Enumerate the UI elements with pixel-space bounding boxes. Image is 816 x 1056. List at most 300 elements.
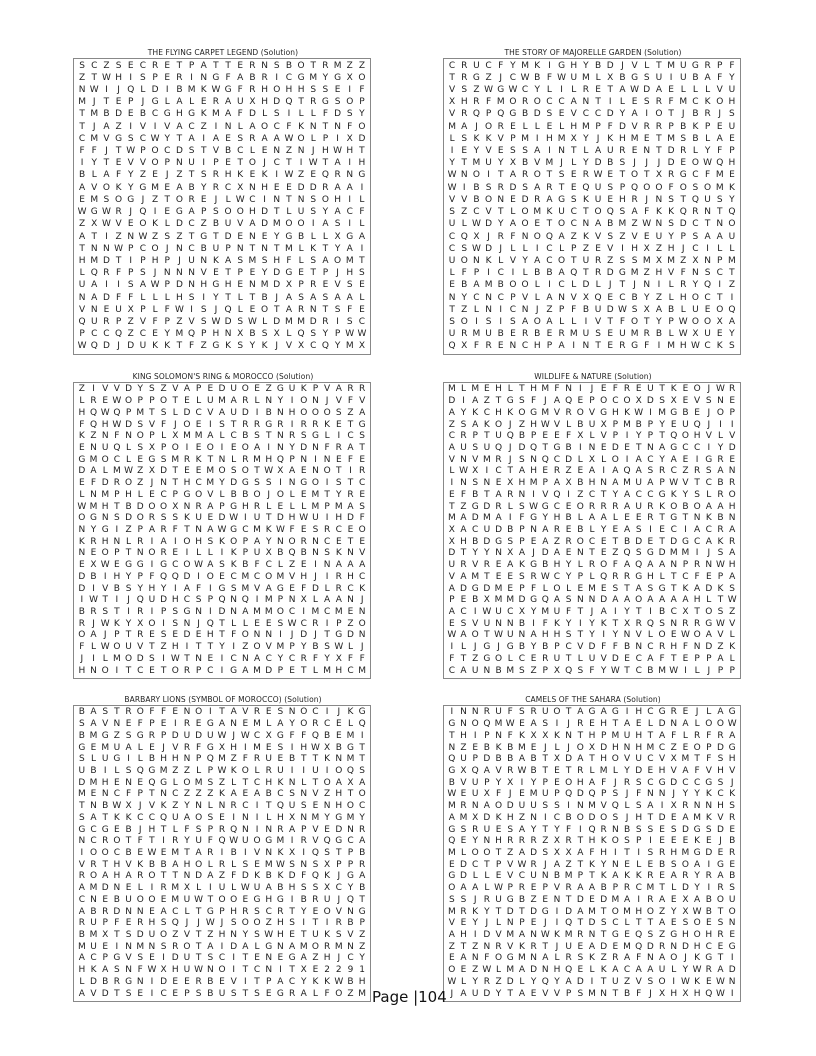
- page-number: Page |104: [372, 988, 447, 1006]
- grid-cell: P: [659, 478, 665, 489]
- grid-cell: R: [521, 170, 529, 181]
- grid-cell: W: [89, 595, 98, 606]
- grid-cell: A: [359, 560, 366, 571]
- grid-cell: E: [137, 988, 144, 999]
- grid-cell: W: [505, 719, 515, 730]
- grid-cell: P: [668, 121, 674, 132]
- grid-cell: T: [103, 97, 110, 108]
- grid-cell: P: [542, 883, 548, 894]
- grid-cell: A: [495, 489, 502, 500]
- grid-cell: R: [137, 630, 144, 641]
- grid-cell: D: [347, 630, 354, 641]
- grid-cell: R: [530, 707, 537, 718]
- grid-cell: A: [334, 158, 341, 169]
- grid-cell: S: [359, 501, 366, 512]
- grid-cell: P: [473, 268, 480, 279]
- grid-cell: O: [693, 742, 701, 753]
- grid-cell: W: [247, 316, 257, 327]
- grid-cell: N: [265, 824, 273, 835]
- grid-cell: S: [137, 953, 144, 964]
- grid-cell: H: [679, 341, 687, 352]
- grid-cell: S: [558, 170, 565, 181]
- grid-cell: M: [112, 653, 121, 664]
- grid-cell: L: [624, 918, 630, 929]
- grid-cell: P: [140, 255, 146, 266]
- grid-cell: E: [495, 871, 502, 882]
- grid-cell: D: [582, 280, 590, 291]
- grid-cell: M: [311, 489, 320, 500]
- grid-cell: B: [507, 742, 514, 753]
- grid-cell: S: [729, 109, 735, 120]
- grid-cell: S: [230, 466, 237, 477]
- grid-cell: T: [595, 341, 601, 352]
- grid-cell: K: [125, 812, 132, 823]
- grid-cell: R: [322, 182, 329, 193]
- grid-cell: S: [237, 255, 244, 266]
- grid-cell: E: [612, 941, 619, 952]
- grid-cell: U: [183, 953, 191, 964]
- grid-cell: H: [635, 742, 643, 753]
- grid-cell: M: [482, 454, 491, 465]
- grid-cell: X: [324, 742, 331, 753]
- grid-cell: Z: [358, 60, 365, 71]
- grid-cell: V: [125, 953, 132, 964]
- grid-cell: S: [322, 85, 329, 95]
- grid-cell: N: [136, 548, 144, 559]
- grid-cell: Z: [324, 789, 331, 800]
- grid-cell: S: [729, 801, 736, 812]
- grid-cell: L: [262, 316, 268, 327]
- puzzle-title: CAMELS OF THE SAHARA (Solution): [525, 695, 661, 704]
- grid-cell: U: [265, 754, 272, 765]
- grid-cell: A: [521, 316, 529, 327]
- grid-cell: L: [668, 280, 674, 291]
- grid-cell: F: [79, 146, 85, 157]
- grid-cell: Y: [359, 953, 365, 964]
- grid-cell: L: [507, 653, 513, 664]
- grid-cell: V: [335, 396, 342, 407]
- grid-cell: S: [312, 883, 319, 894]
- grid-cell: S: [195, 595, 202, 606]
- grid-cell: N: [582, 341, 590, 352]
- grid-cell: M: [447, 513, 456, 524]
- grid-cell: J: [543, 742, 547, 753]
- grid-cell: W: [680, 976, 690, 987]
- grid-cell: F: [694, 571, 700, 582]
- grid-cell: I: [578, 824, 582, 835]
- grid-cell: U: [312, 765, 319, 776]
- grid-cell: K: [200, 109, 207, 120]
- grid-cell: M: [264, 859, 273, 870]
- grid-cell: K: [277, 847, 284, 858]
- grid-cell: A: [335, 595, 342, 606]
- grid-cell: T: [242, 965, 249, 976]
- grid-cell: L: [266, 812, 272, 823]
- grid-cell: G: [230, 501, 238, 512]
- grid-cell: L: [694, 665, 700, 676]
- grid-cell: E: [335, 454, 342, 465]
- grid-cell: C: [448, 665, 455, 676]
- grid-cell: U: [288, 801, 296, 812]
- grid-cell: H: [553, 630, 561, 641]
- grid-cell: W: [471, 219, 481, 230]
- grid-cell: B: [90, 906, 97, 917]
- grid-cell: C: [300, 618, 307, 629]
- grid-cell: N: [265, 847, 273, 858]
- grid-cell: Z: [265, 384, 272, 395]
- grid-cell: R: [655, 121, 663, 132]
- grid-cell: T: [125, 836, 132, 847]
- grid-cell: T: [577, 859, 584, 870]
- grid-cell: W: [494, 883, 503, 894]
- grid-cell: Z: [472, 653, 479, 664]
- grid-cell: E: [335, 730, 342, 741]
- grid-cell: E: [670, 836, 677, 847]
- grid-cell: O: [171, 442, 179, 453]
- grid-cell: U: [471, 789, 479, 800]
- grid-cell: G: [506, 953, 514, 964]
- grid-cell: I: [190, 304, 193, 315]
- grid-cell: P: [647, 431, 654, 442]
- grid-cell: G: [693, 824, 701, 835]
- grid-cell: I: [173, 583, 177, 594]
- grid-cell: C: [188, 219, 195, 230]
- grid-cell: H: [460, 97, 468, 108]
- grid-cell: M: [309, 72, 318, 83]
- grid-cell: N: [78, 524, 86, 535]
- grid-cell: N: [103, 243, 110, 254]
- grid-cell: S: [78, 719, 85, 730]
- grid-cell: E: [359, 454, 365, 465]
- grid-cell: A: [148, 524, 155, 535]
- grid-cell: U: [183, 730, 191, 741]
- grid-cell: M: [693, 812, 701, 823]
- grid-cell: O: [691, 158, 699, 169]
- grid-cell: A: [658, 953, 666, 964]
- grid-cell: L: [589, 431, 595, 442]
- grid-cell: T: [577, 630, 584, 641]
- grid-cell: V: [139, 121, 146, 132]
- grid-cell: L: [589, 524, 595, 535]
- grid-cell: W: [101, 207, 111, 218]
- grid-cell: Z: [151, 194, 159, 205]
- grid-cell: L: [589, 965, 595, 976]
- grid-cell: I: [105, 280, 108, 291]
- grid-cell: T: [254, 466, 260, 477]
- grid-cell: K: [359, 583, 366, 594]
- grid-cell: W: [703, 158, 713, 169]
- grid-cell: L: [461, 847, 467, 858]
- grid-cell: B: [705, 894, 712, 905]
- grid-cell: T: [484, 571, 490, 582]
- grid-cell: F: [495, 789, 502, 800]
- grid-cell: T: [310, 268, 316, 279]
- grid-cell: M: [276, 642, 285, 653]
- grid-cell: L: [231, 859, 237, 870]
- grid-cell: E: [600, 583, 607, 594]
- grid-cell: Q: [276, 454, 284, 465]
- grid-cell: F: [161, 707, 167, 718]
- grid-cell: W: [77, 341, 87, 352]
- grid-cell: P: [114, 630, 120, 641]
- grid-cell: D: [606, 109, 614, 120]
- grid-cell: U: [570, 72, 578, 83]
- grid-cell: I: [508, 513, 512, 524]
- grid-cell: K: [704, 97, 711, 108]
- grid-cell: F: [301, 583, 307, 594]
- grid-cell: Z: [577, 489, 584, 500]
- grid-cell: B: [565, 812, 572, 823]
- grid-cell: O: [705, 719, 713, 730]
- grid-cell: Y: [542, 513, 549, 524]
- grid-cell: M: [89, 777, 98, 788]
- grid-cell: G: [212, 280, 220, 291]
- grid-cell: D: [611, 442, 619, 453]
- grid-cell: P: [152, 72, 158, 83]
- grid-cell: M: [241, 571, 250, 582]
- grid-cell: K: [582, 231, 589, 242]
- grid-cell: F: [149, 707, 155, 718]
- grid-cell: W: [678, 316, 688, 327]
- grid-cell: M: [557, 133, 566, 144]
- grid-cell: A: [670, 595, 677, 606]
- grid-cell: Y: [704, 146, 711, 157]
- grid-cell: H: [101, 536, 109, 547]
- grid-cell: L: [644, 60, 650, 71]
- grid-cell: I: [649, 607, 652, 618]
- grid-cell: T: [484, 431, 490, 442]
- grid-cell: T: [484, 630, 490, 641]
- grid-cell: L: [484, 871, 490, 882]
- grid-cell: H: [460, 930, 467, 941]
- grid-cell: V: [497, 133, 504, 144]
- grid-cell: Z: [461, 304, 468, 315]
- grid-cell: U: [101, 442, 109, 453]
- grid-cell: S: [207, 777, 214, 788]
- grid-cell: N: [623, 742, 631, 753]
- grid-cell: P: [160, 730, 167, 741]
- grid-cell: D: [102, 255, 110, 266]
- grid-cell: O: [705, 607, 713, 618]
- grid-cell: R: [473, 97, 480, 108]
- grid-cell: F: [706, 730, 712, 741]
- grid-cell: T: [659, 883, 665, 894]
- grid-cell: N: [113, 883, 121, 894]
- grid-cell: B: [148, 754, 155, 765]
- grid-cell: Y: [682, 789, 689, 800]
- grid-cell: L: [359, 194, 365, 205]
- grid-cell: E: [172, 548, 179, 559]
- grid-cell: X: [473, 231, 480, 242]
- grid-cell: I: [695, 548, 699, 559]
- grid-cell: T: [176, 60, 183, 71]
- grid-cell: W: [275, 859, 285, 870]
- grid-cell: G: [728, 707, 736, 718]
- grid-cell: R: [530, 571, 537, 582]
- grid-cell: E: [670, 419, 677, 430]
- grid-cell: B: [472, 489, 479, 500]
- grid-cell: O: [183, 560, 191, 571]
- grid-cell: R: [658, 941, 666, 952]
- grid-cell: S: [237, 316, 244, 327]
- grid-cell: H: [288, 513, 296, 524]
- grid-cell: M: [253, 665, 261, 676]
- grid-cell: Q: [136, 765, 144, 776]
- grid-cell: W: [299, 513, 309, 524]
- grid-cell: M: [101, 489, 110, 500]
- grid-cell: Z: [460, 742, 467, 753]
- grid-cell: K: [600, 871, 607, 882]
- grid-cell: O: [183, 419, 191, 430]
- grid-cell: A: [224, 97, 232, 108]
- grid-cell: K: [78, 431, 85, 442]
- grid-cell: L: [705, 85, 711, 95]
- grid-cell: O: [334, 255, 342, 266]
- grid-cell: I: [208, 883, 212, 894]
- grid-cell: F: [172, 524, 178, 535]
- grid-cell: O: [253, 489, 261, 500]
- grid-cell: N: [241, 653, 249, 664]
- grid-cell: H: [358, 976, 366, 987]
- grid-cell: H: [261, 85, 268, 95]
- grid-cell: J: [718, 109, 722, 120]
- grid-cell: P: [668, 316, 674, 327]
- grid-cell: K: [668, 207, 675, 218]
- grid-cell: U: [495, 431, 502, 442]
- grid-cell: L: [126, 442, 132, 453]
- grid-cell: S: [485, 316, 492, 327]
- grid-cell: E: [530, 883, 537, 894]
- grid-cell: L: [507, 501, 513, 512]
- grid-cell: N: [195, 653, 202, 664]
- grid-cell: L: [172, 824, 178, 835]
- grid-cell: E: [600, 536, 607, 547]
- grid-cell: Z: [518, 419, 525, 430]
- grid-cell: U: [530, 871, 537, 882]
- grid-cell: H: [518, 478, 526, 489]
- grid-cell: B: [359, 847, 366, 858]
- grid-cell: O: [533, 316, 541, 327]
- grid-cell: R: [521, 97, 529, 108]
- grid-cell: G: [471, 583, 479, 594]
- grid-cell: L: [324, 583, 330, 594]
- grid-cell: H: [241, 501, 249, 512]
- grid-cell: N: [273, 194, 281, 205]
- grid-cell: J: [165, 170, 169, 181]
- grid-cell: J: [173, 419, 177, 430]
- grid-cell: R: [582, 85, 590, 95]
- grid-cell: E: [310, 170, 317, 181]
- grid-cell: E: [115, 97, 122, 108]
- grid-cell: D: [670, 777, 678, 788]
- grid-cell: G: [635, 571, 643, 582]
- grid-cell: D: [218, 384, 226, 395]
- grid-cell: H: [148, 583, 156, 594]
- grid-cell: Y: [301, 906, 307, 917]
- grid-cell: S: [643, 97, 650, 108]
- grid-cell: U: [588, 653, 596, 664]
- grid-cell: P: [114, 548, 120, 559]
- grid-cell: S: [172, 607, 179, 618]
- grid-cell: D: [218, 607, 226, 618]
- grid-cell: R: [518, 836, 526, 847]
- grid-cell: R: [335, 583, 342, 594]
- grid-cell: N: [448, 292, 456, 303]
- grid-cell: T: [656, 146, 662, 157]
- grid-cell: A: [635, 583, 642, 594]
- grid-cell: I: [730, 988, 734, 999]
- grid-cell: Y: [289, 442, 295, 453]
- grid-cell: S: [265, 478, 272, 489]
- grid-cell: P: [312, 384, 319, 395]
- grid-cell: I: [244, 742, 247, 753]
- grid-cell: Z: [285, 146, 292, 157]
- grid-cell: O: [171, 665, 179, 676]
- grid-cell: E: [607, 170, 614, 181]
- grid-cell: L: [705, 133, 711, 144]
- grid-cell: R: [497, 121, 504, 132]
- grid-cell: Z: [600, 953, 607, 964]
- grid-cell: D: [600, 742, 608, 753]
- grid-cell: O: [321, 194, 329, 205]
- grid-cell: I: [290, 836, 294, 847]
- grid-cell: Z: [200, 219, 207, 230]
- grid-cell: S: [631, 304, 638, 315]
- grid-cell: G: [90, 513, 97, 524]
- grid-cell: N: [90, 801, 97, 812]
- grid-cell: E: [554, 777, 560, 788]
- grid-cell: D: [125, 513, 133, 524]
- grid-cell: A: [647, 478, 654, 489]
- grid-cell: B: [577, 419, 584, 430]
- grid-cell: Z: [565, 466, 572, 477]
- grid-cell: P: [265, 976, 272, 987]
- grid-cell: N: [90, 489, 97, 500]
- grid-cell: C: [253, 777, 261, 788]
- grid-cell: O: [558, 219, 566, 230]
- grid-cell: G: [285, 268, 293, 279]
- grid-cell: V: [667, 268, 675, 279]
- grid-cell: O: [101, 548, 109, 559]
- grid-cell: C: [139, 243, 147, 254]
- grid-cell: I: [220, 665, 224, 676]
- grid-cell: S: [704, 268, 711, 279]
- grid-cell: E: [79, 194, 85, 205]
- grid-cell: S: [140, 72, 146, 83]
- grid-cell: U: [448, 255, 456, 266]
- grid-cell: V: [188, 316, 195, 327]
- grid-cell: O: [297, 219, 305, 230]
- grid-cell: K: [518, 730, 525, 741]
- grid-cell: R: [253, 419, 261, 430]
- grid-cell: K: [265, 524, 272, 535]
- grid-cell: O: [518, 407, 526, 418]
- grid-cell: D: [195, 730, 203, 741]
- grid-cell: S: [102, 707, 109, 718]
- grid-cell: P: [510, 292, 516, 303]
- grid-cell: N: [195, 607, 202, 618]
- grid-cell: B: [207, 976, 214, 987]
- grid-cell: J: [129, 207, 133, 218]
- grid-cell: N: [347, 595, 354, 606]
- grid-cell: J: [197, 618, 200, 629]
- grid-cell: S: [322, 292, 329, 303]
- grid-cell: O: [485, 194, 493, 205]
- grid-cell: J: [178, 255, 181, 266]
- grid-cell: M: [194, 431, 203, 442]
- grid-cell: S: [577, 953, 584, 964]
- grid-cell: J: [360, 642, 364, 653]
